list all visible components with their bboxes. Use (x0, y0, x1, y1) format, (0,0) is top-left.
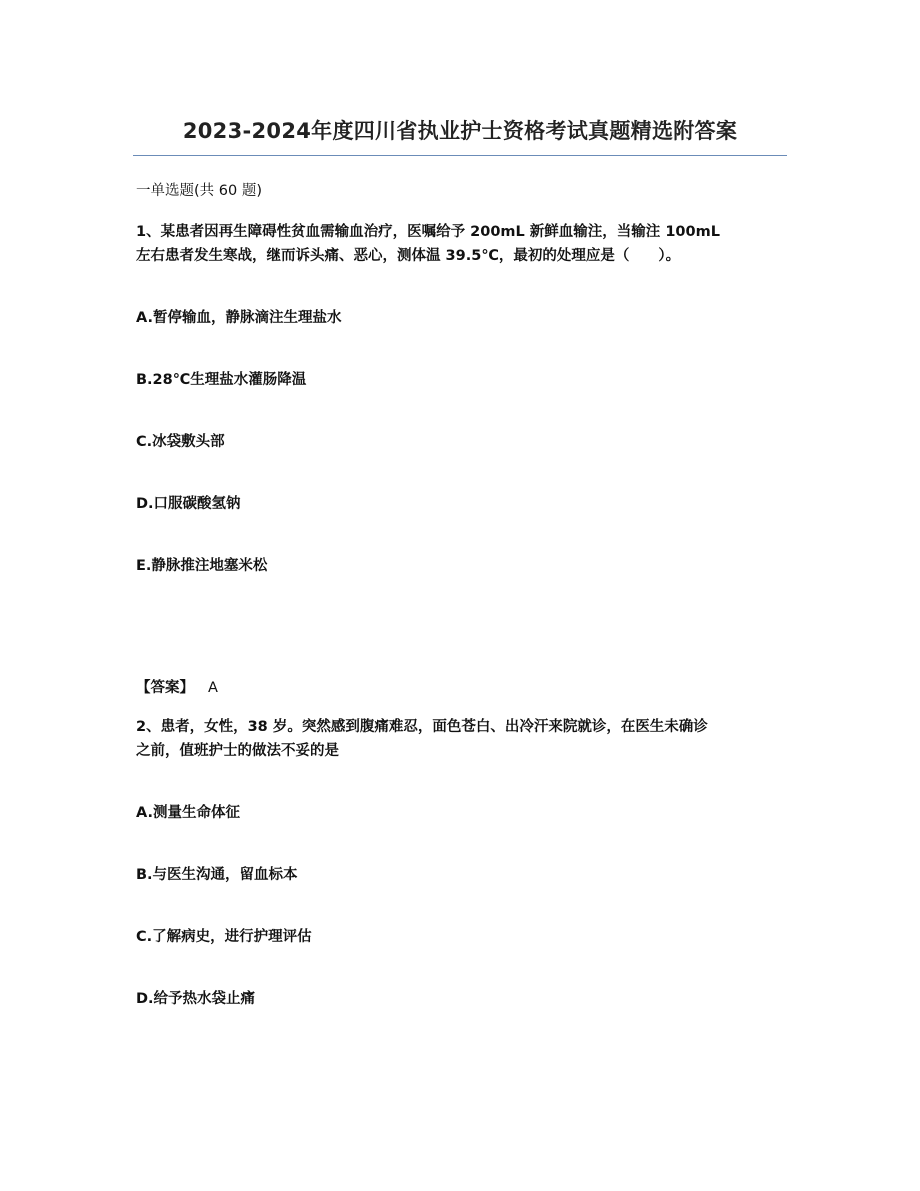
question-1-option-d: D.口服碳酸氢钠 (136, 496, 241, 512)
document-title: 2023-2024年度四川省执业护士资格考试真题精选附答案 (182, 119, 738, 143)
answer-value: A (208, 680, 218, 696)
question-1-stem-line-2: 左右患者发生寒战，继而诉头痛、恶心，测体温 39.5℃，最初的处理应是（ ）。 (136, 248, 681, 264)
question-1-option-b: B.28℃生理盐水灌肠降温 (136, 372, 307, 388)
question-1-answer (136, 676, 218, 700)
question-1-option-a: A.暂停输血，静脉滴注生理盐水 (136, 310, 342, 326)
question-2-option-c: C.了解病史，进行护理评估 (136, 929, 312, 945)
section-label: 一单选题(共 60 题) (136, 183, 262, 199)
question-2-stem-line-1: 2、患者，女性，38 岁。突然感到腹痛难忍，面色苍白、出冷汗来院就诊，在医生未确诊 (136, 719, 708, 735)
question-2-option-a: A.测量生命体征 (136, 805, 240, 821)
question-2-stem-line-2: 之前，值班护士的做法不妥的是 (136, 743, 339, 759)
question-1-stem-line-1: 1、某患者因再生障碍性贫血需输血治疗，医嘱给予 200mL 新鲜血输注，当输注 100mL (136, 224, 720, 240)
title-underline (133, 155, 787, 156)
question-2-option-b: B.与医生沟通，留血标本 (136, 867, 298, 883)
answer-label: 【答案】 (136, 680, 194, 696)
question-1-option-c: C.冰袋敷头部 (136, 434, 225, 450)
question-1-option-e: E.静脉推注地塞米松 (136, 558, 268, 574)
question-2-option-d: D.给予热水袋止痛 (136, 991, 256, 1007)
